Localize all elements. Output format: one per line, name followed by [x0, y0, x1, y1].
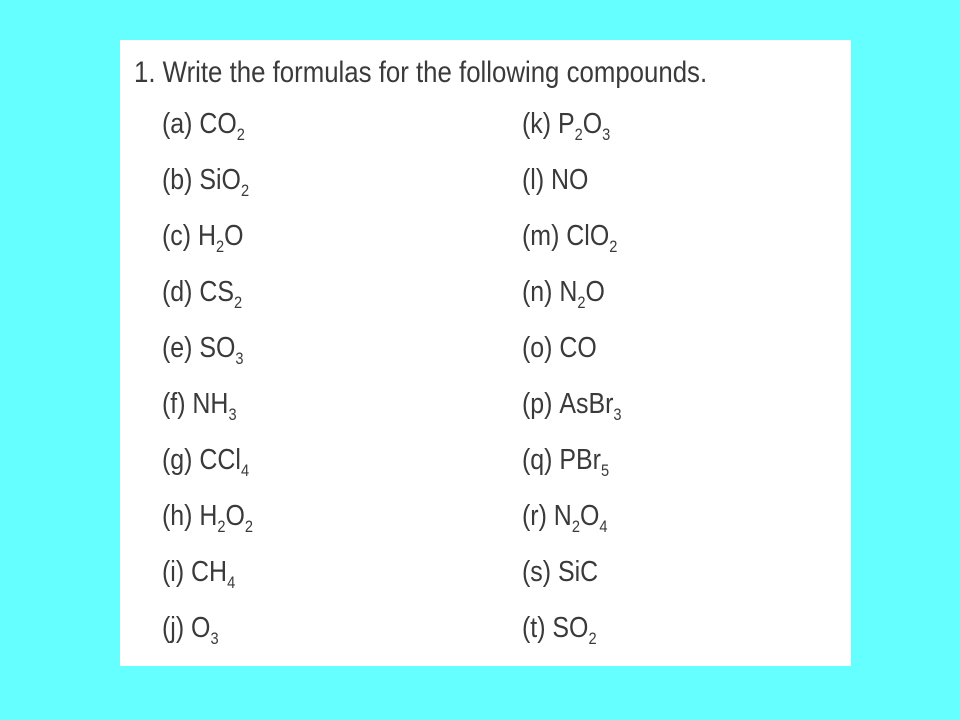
formula-subscript: 2 [574, 125, 583, 144]
chemical-formula [191, 556, 236, 592]
chemical-formula [199, 500, 254, 536]
chemical-formula [559, 444, 610, 480]
chemical-formula [559, 388, 622, 424]
chemical-formula [199, 444, 250, 480]
compound-list-right [522, 104, 638, 664]
chemical-formula [551, 164, 588, 196]
chemical-formula [199, 332, 244, 368]
compound-list-left [162, 104, 268, 664]
compound-item [522, 328, 622, 384]
chemical-formula [566, 220, 618, 256]
formula-element: N [559, 276, 578, 308]
compound-item [162, 272, 253, 328]
formula-element: O [579, 500, 600, 532]
compound-item [522, 216, 622, 272]
compound-label: (c) [162, 220, 192, 252]
formula-subscript: 2 [236, 125, 245, 144]
question-text: 1. Write the formulas for the following compounds. [134, 56, 708, 89]
formula-subscript: 3 [228, 405, 237, 424]
compound-item [522, 608, 622, 664]
compound-label: (r) [522, 500, 547, 532]
formula-element: H [197, 220, 216, 252]
worksheet-image [120, 40, 851, 666]
compound-item [162, 440, 253, 496]
compound-item [522, 384, 622, 440]
formula-element: CS [199, 276, 235, 308]
compound-label: (k) [522, 108, 552, 140]
formula-element: NH [192, 388, 229, 420]
formula-element: SiC [557, 556, 599, 588]
compound-item [162, 496, 253, 552]
compound-item [162, 384, 253, 440]
chemical-formula [199, 164, 250, 200]
compound-label: (a) [162, 108, 193, 140]
formula-subscript: 4 [599, 517, 608, 536]
compound-label: (p) [522, 388, 553, 420]
formula-element: CO [199, 108, 237, 140]
formula-subscript: 2 [609, 237, 618, 256]
formula-subscript: 2 [588, 629, 597, 648]
formula-subscript: 2 [215, 237, 225, 256]
chemical-formula [559, 332, 596, 364]
compound-label: (h) [162, 500, 193, 532]
formula-subscript: 2 [234, 293, 243, 312]
compound-item [522, 104, 622, 160]
compound-item [162, 160, 253, 216]
chemical-formula [558, 556, 598, 588]
compound-label: (m) [522, 220, 560, 252]
formula-element: CH [191, 556, 228, 588]
compound-label: (j) [162, 612, 185, 644]
formula-element: AsBr [559, 388, 614, 420]
formula-element: PBr [559, 444, 601, 476]
compound-item [162, 216, 253, 272]
formula-element: N [553, 500, 572, 532]
compound-label: (i) [162, 556, 185, 588]
formula-element: SO [552, 612, 589, 644]
formula-subscript: 2 [240, 181, 250, 200]
formula-element: CO [559, 332, 597, 364]
compound-item [522, 552, 622, 608]
formula-subscript: 4 [240, 461, 250, 480]
compound-label: (o) [522, 332, 553, 364]
formula-element: O [224, 220, 244, 252]
formula-element: NO [551, 164, 589, 196]
compound-label: (t) [522, 612, 546, 644]
compound-item [162, 608, 253, 664]
formula-element: O [585, 276, 605, 308]
chemical-formula [552, 612, 597, 648]
formula-element: O [191, 612, 211, 644]
chemical-formula [191, 612, 219, 648]
formula-element: ClO [566, 220, 610, 252]
chemical-formula [557, 108, 611, 144]
compound-item [162, 552, 253, 608]
compound-label: (d) [162, 276, 193, 308]
compound-label: (l) [522, 164, 545, 196]
compound-item [522, 272, 622, 328]
compound-item [522, 440, 622, 496]
formula-element: CCl [199, 444, 241, 476]
formula-element: SO [199, 332, 236, 364]
compound-label: (g) [162, 444, 193, 476]
compound-item [162, 328, 253, 384]
chemical-formula [553, 500, 608, 536]
formula-subscript: 3 [602, 125, 611, 144]
compound-label: (e) [162, 332, 193, 364]
compound-label: (s) [522, 556, 552, 588]
formula-subscript: 2 [217, 517, 226, 536]
formula-element: SiO [199, 164, 241, 196]
compound-item [522, 496, 622, 552]
formula-subscript: 2 [244, 517, 254, 536]
compound-label: (f) [162, 388, 186, 420]
compound-label: (q) [522, 444, 553, 476]
formula-element: H [199, 500, 218, 532]
formula-subscript: 2 [577, 293, 586, 312]
formula-element: P [557, 108, 575, 140]
chemical-formula [199, 108, 245, 144]
chemical-formula [559, 276, 605, 312]
formula-subscript: 3 [210, 629, 219, 648]
compound-item [162, 104, 253, 160]
compound-label: (b) [162, 164, 193, 196]
formula-element: O [225, 500, 245, 532]
chemical-formula [197, 220, 244, 256]
formula-subscript: 2 [571, 517, 580, 536]
compound-item [522, 160, 622, 216]
chemical-formula [192, 388, 237, 424]
formula-subscript: 5 [600, 461, 610, 480]
compound-label: (n) [522, 276, 553, 308]
formula-subscript: 4 [227, 573, 236, 592]
formula-subscript: 3 [235, 349, 244, 368]
formula-subscript: 3 [613, 405, 622, 424]
formula-element: O [582, 108, 603, 140]
chemical-formula [199, 276, 243, 312]
